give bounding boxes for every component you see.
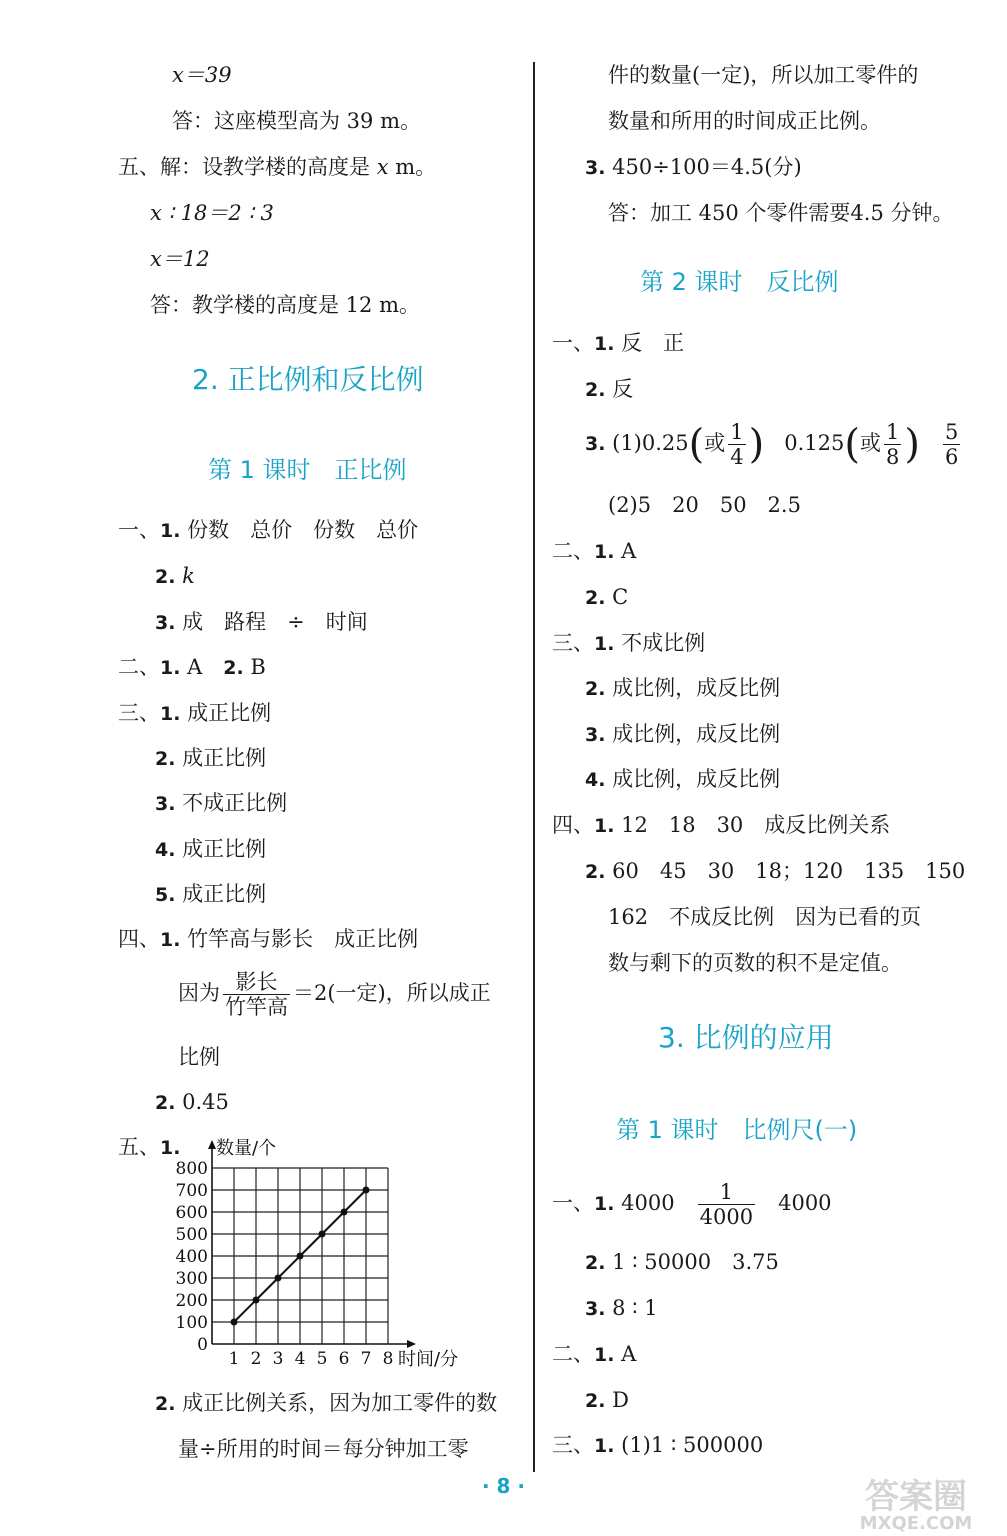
y-tick-label: 0	[197, 1335, 208, 1355]
answer-line: 量÷所用的时间＝每分钟加工零	[178, 1437, 469, 1461]
answer-line: 2. 成正比例关系，因为加工零件的数	[155, 1391, 498, 1415]
answer-line: 件的数量(一定)，所以加工零件的	[608, 63, 919, 87]
data-point	[231, 1319, 238, 1326]
x-tick-label: 6	[338, 1349, 350, 1369]
y-tick-label: 600	[175, 1203, 208, 1223]
answer-line: 3. 成比例，成反比例	[585, 722, 781, 746]
fraction: $\frac{1}{4000}$	[699, 1180, 754, 1229]
answer-line: 五、1.	[118, 1135, 181, 1159]
answer-line: 三、1. 不成比例	[552, 631, 706, 655]
fraction: $\frac{1}{8}$	[886, 420, 900, 469]
answer-line: 4. 成比例，成反比例	[585, 767, 781, 791]
line-chart	[170, 1130, 470, 1370]
column-divider	[533, 62, 535, 1472]
fraction: $\frac{1}{4}$	[730, 420, 744, 469]
section-heading: 3. 比例的应用	[658, 1021, 834, 1054]
answer-line: x＝39	[172, 63, 232, 87]
x-axis-label: 时间/分	[398, 1349, 459, 1370]
svg-text:答案圈: 答案圈	[865, 1477, 967, 1517]
answer-line: 2. 成正比例	[155, 746, 267, 770]
x-tick-label: 1	[228, 1349, 240, 1369]
x-tick-label: 4	[294, 1349, 306, 1369]
y-tick-label: 500	[175, 1225, 208, 1245]
answer-line: 答：教学楼的高度是 12 m。	[150, 293, 420, 317]
fraction: $\frac{5}{6}$	[945, 420, 959, 469]
answer-line: 2. 0.45	[155, 1090, 229, 1114]
answer-line: 2. k	[155, 564, 195, 588]
answer-line: 2. 反	[585, 377, 634, 401]
answer-line: (2)5 20 50 2.5	[608, 493, 801, 517]
x-axis-arrow	[407, 1340, 416, 1348]
lesson-heading: 第 1 课时 比例尺(一)	[616, 1116, 858, 1144]
section-heading: 2. 正比例和反比例	[192, 363, 424, 396]
x-tick-label: 7	[360, 1349, 372, 1369]
answer-line: 因为 $\frac{\text{影长}}{\text{竹竿高}}$ ＝2(一定)，所以成正	[178, 970, 491, 1019]
answer-line: 二、1. A	[552, 1342, 637, 1366]
answer-line: 5. 成正比例	[155, 882, 267, 906]
y-tick-label: 800	[175, 1159, 208, 1179]
lesson-heading: 第 1 课时 正比例	[208, 456, 407, 484]
data-point	[253, 1297, 260, 1304]
answer-line: 三、1. 成正比例	[118, 701, 272, 725]
answer-line: 数量和所用的时间成正比例。	[608, 109, 881, 133]
x-tick-label: 2	[250, 1349, 262, 1369]
answer-line: 2. 60 45 30 18；120 135 150	[585, 859, 966, 883]
y-tick-label: 300	[175, 1269, 208, 1289]
answer-line: 四、1. 12 18 30 成反比例关系	[552, 813, 891, 837]
x-tick-label: 3	[272, 1349, 284, 1369]
y-axis-label: 数量/个	[216, 1138, 277, 1159]
answer-line: x＝12	[150, 247, 210, 271]
answer-line: 4. 成正比例	[155, 837, 267, 861]
watermark-logo	[832, 1474, 1000, 1532]
y-tick-label: 700	[175, 1181, 208, 1201]
x-tick-label: 5	[316, 1349, 328, 1369]
answer-line: 四、1. 竹竿高与影长 成正比例	[118, 927, 419, 951]
answer-line: 2. 1 ∶ 50000 3.75	[585, 1250, 779, 1274]
answer-line: 数与剩下的页数的积不是定值。	[608, 951, 902, 975]
answer-line: 二、1. A	[552, 539, 637, 563]
answer-line: 3. 不成正比例	[155, 791, 288, 815]
data-point	[319, 1231, 326, 1238]
answer-line: 二、1. A 2. B	[118, 655, 266, 679]
y-tick-label: 400	[175, 1247, 208, 1267]
data-point	[297, 1253, 304, 1260]
answer-line: 2. D	[585, 1388, 629, 1412]
lesson-heading: 第 2 课时 反比例	[640, 268, 839, 296]
answer-line: 答：这座模型高为 39 m。	[172, 109, 421, 133]
answer-line: 2. C	[585, 585, 629, 609]
data-point	[275, 1275, 282, 1282]
answer-line: 3. 成 路程 ÷ 时间	[155, 610, 368, 634]
answer-line: 162 不成反比例 因为已看的页	[608, 905, 922, 929]
data-point	[341, 1209, 348, 1216]
answer-line: 一、1. 反 正	[552, 331, 685, 355]
fraction: $\frac{\text{影长}}{\text{竹竿高}}$	[225, 970, 288, 1019]
answer-line: 一、1. 4000 $\frac{1}{4000}$ 4000	[552, 1180, 832, 1229]
y-tick-label: 200	[175, 1291, 208, 1311]
y-axis-arrow	[208, 1140, 216, 1149]
page-number: · 8 ·	[481, 1474, 526, 1498]
answer-line: 三、1. (1)1 ∶ 500000	[552, 1433, 764, 1457]
answer-line: 五、解：设教学楼的高度是 x m。	[118, 155, 437, 179]
answer-line: x ∶ 18＝2 ∶ 3	[150, 201, 274, 225]
answer-line: 2. 成比例，成反比例	[585, 676, 781, 700]
data-point	[363, 1187, 370, 1194]
answer-line: 3. 8 ∶ 1	[585, 1296, 658, 1320]
x-tick-label: 8	[382, 1349, 394, 1369]
answer-line: 3. 450÷100＝4.5(分)	[585, 155, 802, 179]
y-tick-label: 100	[175, 1313, 208, 1333]
answer-line: 比例	[178, 1045, 220, 1069]
answer-line: 答：加工 450 个零件需要4.5 分钟。	[608, 201, 954, 225]
answer-line: 一、1. 份数 总价 份数 总价	[118, 518, 419, 542]
svg-text:MXQE.COM: MXQE.COM	[859, 1513, 973, 1532]
answer-line: 3. (1)0.25(或 $\frac{1}{4}$ ) 0.125(或 $\frac{1}{8}$ ) $\frac{5}{6}$	[585, 420, 959, 469]
